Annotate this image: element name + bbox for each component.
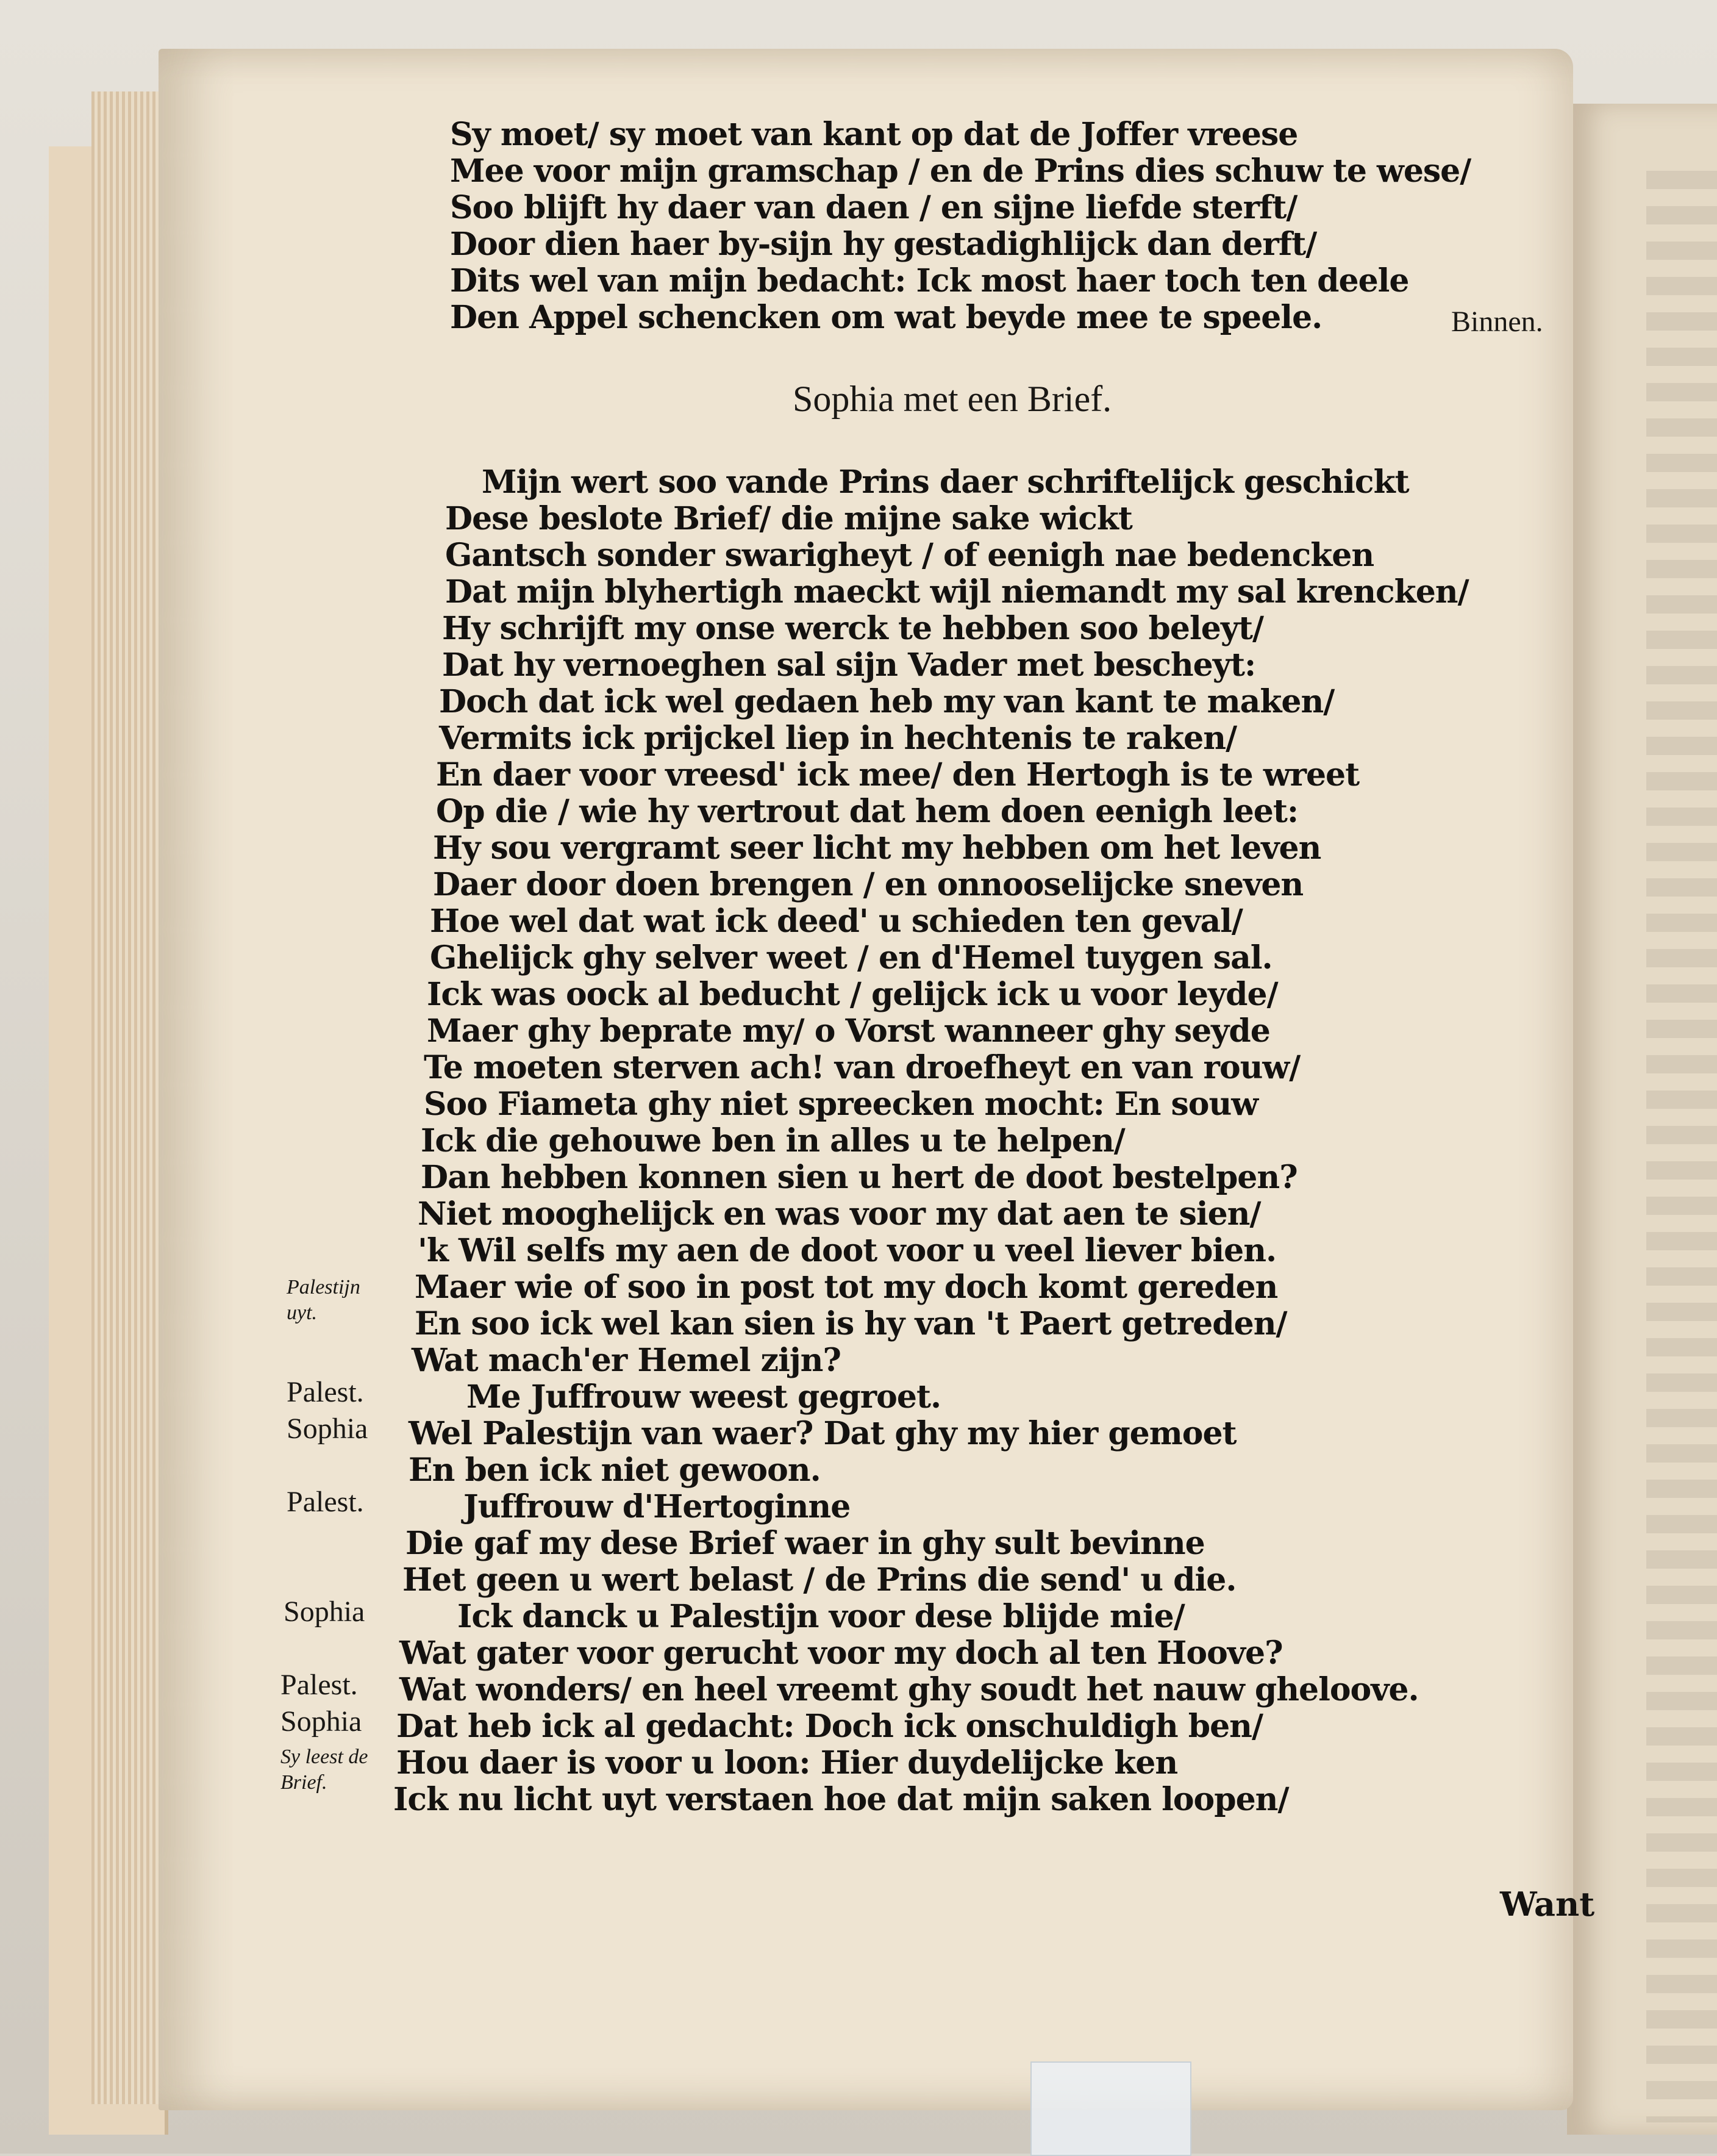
verse-line: Daer door doen brengen / en onnooselijcke sneven bbox=[433, 866, 1304, 903]
book-page bbox=[159, 49, 1595, 2110]
verse-line: Dan hebben konnen sien u hert de doot bestelpen? bbox=[421, 1159, 1298, 1196]
verse-line: Soo Fiameta ghy niet spreecken mocht: En souw bbox=[424, 1086, 1258, 1123]
verse-line: Ick nu licht uyt verstaen hoe dat mijn saken loopen/ bbox=[393, 1781, 1289, 1818]
verse-line: Den Appel schencken om wat beyde mee te speele. bbox=[450, 299, 1323, 336]
speaker-label: Palest. bbox=[280, 1669, 358, 1701]
verse-line: Hy sou vergramt seer licht my hebben om het leven bbox=[433, 829, 1321, 867]
verse-line: Gantsch sonder swarigheyt / of eenigh nae bedencken bbox=[445, 537, 1374, 574]
speaker-label: Palest. bbox=[287, 1486, 364, 1518]
margin-sy-leest: Sy leest de Brief. bbox=[280, 1746, 368, 1794]
scene-heading: Sophia met een Brief. bbox=[793, 379, 1112, 419]
verse-line: Wat wonders/ en heel vreemt ghy soudt het nauw gheloove. bbox=[399, 1671, 1419, 1708]
verse-line: Die gaf my dese Brief waer in ghy sult bevinne bbox=[405, 1525, 1205, 1562]
verse-line: Mee voor mijn gramschap / en de Prins dies schuw te wese/ bbox=[450, 152, 1471, 190]
verse-line: Sy moet/ sy moet van kant op dat de Joffer vreese bbox=[450, 116, 1298, 153]
verse-line: Niet mooghelijck en was voor my dat aen te sien/ bbox=[418, 1195, 1261, 1233]
verse-line: Het geen u wert belast / de Prins die send' u die. bbox=[402, 1561, 1237, 1599]
verse-line: Hou daer is voor u loon: Hier duydelijcke ken bbox=[396, 1744, 1178, 1782]
margin-palestijn-uyt: Palestijn uyt. bbox=[287, 1276, 360, 1324]
verse-line: Ick was oock al beducht / gelijck ick u voor leyde/ bbox=[427, 976, 1278, 1013]
verse-line: 'k Wil selfs my aen de doot voor u veel liever bien. bbox=[418, 1232, 1277, 1269]
page-clip bbox=[1030, 2061, 1191, 2156]
verse-line: Wel Palestijn van waer? Dat ghy my hier gemoet bbox=[409, 1415, 1237, 1452]
verse-line: En daer voor vreesd' ick mee/ den Hertogh is te wreet bbox=[436, 756, 1360, 793]
speaker-label: Sophia bbox=[287, 1413, 368, 1445]
bleed-through-text bbox=[1646, 171, 1717, 2122]
verse-line: Mijn wert soo vande Prins daer schriftelijck geschickt bbox=[482, 464, 1409, 501]
verse-line: Doch dat ick wel gedaen heb my van kant te maken/ bbox=[439, 683, 1335, 720]
verse-line: Ghelijck ghy selver weet / en d'Hemel tuygen sal. bbox=[430, 939, 1273, 976]
speaker-label: Sophia bbox=[284, 1596, 365, 1628]
speaker-label: Sophia bbox=[280, 1705, 362, 1738]
verse-line: Me Juffrouw weest gegroet. bbox=[466, 1378, 941, 1416]
verse-line: Dits wel van mijn bedacht: Ick most haer toch ten deele bbox=[450, 262, 1409, 299]
verse-line: Hoe wel dat wat ick deed' u schieden ten geval/ bbox=[430, 903, 1243, 940]
verse-line: Ick die gehouwe ben in alles u te helpen/ bbox=[421, 1122, 1125, 1159]
stage-direction-binnen: Binnen. bbox=[1451, 306, 1543, 338]
verse-line: En soo ick wel kan sien is hy van 't Paert getreden/ bbox=[415, 1305, 1287, 1342]
verse-line: Maer wie of soo in post tot my doch komt gereden bbox=[415, 1269, 1278, 1306]
verse-line: Dat mijn blyhertigh maeckt wijl niemandt my sal krencken/ bbox=[445, 573, 1469, 611]
verse-line: Ick danck u Palestijn voor dese blijde mie/ bbox=[457, 1598, 1185, 1635]
verse-line: Wat gater voor gerucht voor my doch al ten Hoove? bbox=[399, 1635, 1283, 1672]
verse-line: Wat mach'er Hemel zijn? bbox=[412, 1342, 841, 1379]
verse-line: En ben ick niet gewoon. bbox=[409, 1452, 821, 1489]
catchword: Want bbox=[1500, 1885, 1595, 1924]
verse-line: Hy schrijft my onse werck te hebben soo beleyt/ bbox=[442, 610, 1264, 647]
verse-line: Dese beslote Brief/ die mijne sake wickt bbox=[445, 500, 1132, 537]
verse-line: Vermits ick prijckel liep in hechtenis te raken/ bbox=[439, 720, 1237, 757]
speaker-label: Palest. bbox=[287, 1376, 364, 1408]
verse-line: Dat hy vernoeghen sal sijn Vader met bescheyt: bbox=[442, 646, 1256, 684]
verse-line: Door dien haer by-sijn hy gestadighlijck dan derft/ bbox=[450, 226, 1317, 263]
verse-line: Te moeten sterven ach! van droefheyt en van rouw/ bbox=[424, 1049, 1301, 1086]
verse-line: Maer ghy beprate my/ o Vorst wanneer ghy seyde bbox=[427, 1012, 1270, 1050]
verse-line: Juffrouw d'Hertoginne bbox=[463, 1488, 851, 1525]
verse-line: Soo blijft hy daer van daen / en sijne liefde sterft/ bbox=[450, 189, 1298, 226]
verse-line: Dat heb ick al gedacht: Doch ick onschuldigh ben/ bbox=[396, 1708, 1263, 1745]
verse-line: Op die / wie hy vertrout dat hem doen eenigh leet: bbox=[436, 793, 1299, 830]
